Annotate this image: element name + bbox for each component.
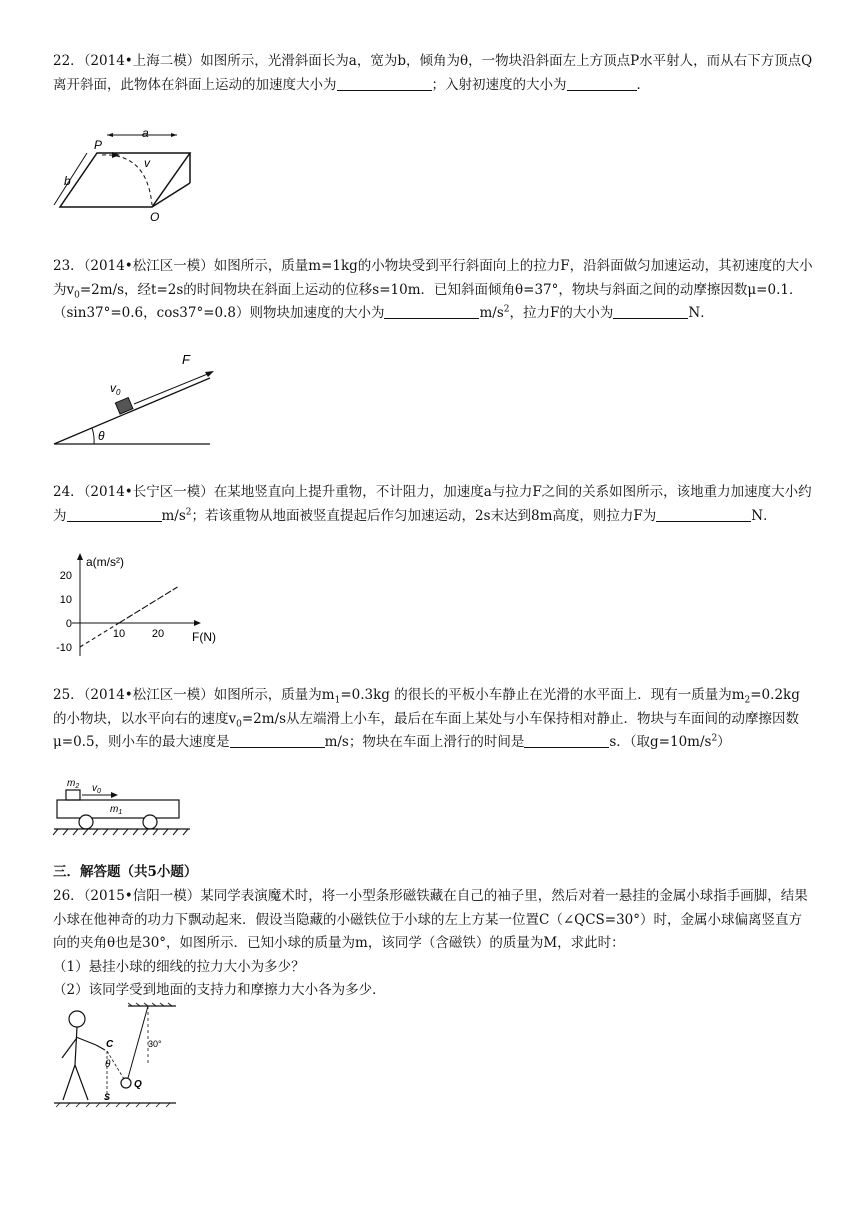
question-number: 23．	[53, 258, 84, 274]
question-number: 26．	[53, 888, 84, 904]
figure-a-f-chart	[52, 553, 222, 663]
answer-blank[interactable]	[567, 76, 637, 91]
label-c: C	[106, 1039, 114, 1050]
y-tick-label: 0	[65, 618, 72, 630]
y-axis-label: a(m/s²)	[86, 555, 124, 569]
figure-incline-block	[52, 352, 222, 452]
question-source: （2014•长宁区一模）	[83, 484, 214, 500]
figure-magic-trick	[52, 1003, 187, 1108]
label-v: v	[144, 156, 150, 170]
question-source: （2014•松江区一模）	[83, 258, 214, 274]
answer-blank[interactable]	[613, 304, 688, 319]
label-theta: θ	[98, 429, 105, 443]
question-24: 24．（2014•长宁区一模）在某地竖直向上提升重物，不计阻力，加速度a与拉力F之间的关系如图所示，该地重力加速度大小约为 $m/s^2$；若该重物从地面被竖直提起后作匀加速运动，2s末达到8m高度，则拉力F为 N．	[53, 484, 812, 524]
question-number: 22．	[53, 53, 84, 69]
y-tick-label: -10	[56, 642, 72, 654]
answer-blank[interactable]	[337, 76, 432, 91]
label-s: S	[104, 1092, 111, 1102]
question-25: 25．（2014•松江区一模）如图所示，质量为$m_1=0.3kg$ 的很长的平板小车静止在光滑的水平面上．现有一质量为$m_2=0.2kg$的小物块，以水平向右的速度$v_0=2m/s$从左端滑上小车，最后在车面上某处与小车保持相对静止．物块与车面间的动摩擦因数μ=0.5，则小车的最大速度是 m/s；物块在车面上滑行的时间是 s．（取$g=10m/s^2$）	[53, 687, 800, 750]
label-m1: $m_1$	[110, 804, 123, 816]
y-tick-label: 20	[59, 570, 72, 582]
series-line	[119, 587, 178, 623]
answer-blank[interactable]	[524, 733, 609, 748]
label-v0: $v_0$	[110, 381, 121, 397]
section-title: 三．解答题（共5小题）	[53, 864, 198, 880]
y-tick-label: 10	[59, 594, 72, 606]
person-figure	[62, 1011, 105, 1100]
x-axis-label: F(N)	[192, 630, 216, 644]
figure-cart	[52, 776, 197, 836]
question-number: 25．	[53, 687, 84, 703]
label-f: F	[182, 352, 190, 367]
question-part-1: （1）悬挂小球的细线的拉力大小为多少？	[53, 958, 305, 975]
answer-blank[interactable]	[67, 507, 162, 522]
label-o: O	[150, 210, 160, 224]
label-angle: 30°	[148, 1039, 162, 1049]
answer-blank[interactable]	[230, 733, 325, 748]
question-text: 如图所示，光滑斜面长为a，宽为b，倾角为θ，一物块沿斜面左上方顶点P水平射人，而从右下方顶点Q离开斜面，此物体在斜面上运动的加速度大小为	[53, 53, 813, 93]
question-source: （2014•上海二模）	[83, 53, 201, 69]
label-q: Q	[134, 1079, 142, 1090]
label-m2: $m_2$	[67, 778, 80, 790]
label-b: b	[64, 174, 71, 188]
x-tick-label: 10	[112, 628, 126, 640]
answer-blank[interactable]	[656, 507, 751, 522]
question-part-2: （2）该同学受到地面的支持力和摩擦力大小各为多少．	[53, 982, 386, 998]
label-a: a	[142, 126, 149, 140]
label-theta: θ	[105, 1059, 111, 1070]
answer-blank[interactable]	[384, 304, 479, 319]
x-tick-label: 20	[151, 628, 165, 640]
question-22: 22．（2014•上海二模）如图所示，光滑斜面长为a，宽为b，倾角为θ，一物块沿斜面左上方顶点P水平射人，而从右下方顶点Q离开斜面，此物体在斜面上运动的加速度大小为 ；入射初速度的大小为 ．	[53, 53, 813, 93]
question-23: 23．（2014•松江区一模）如图所示，质量m=1kg的小物块受到平行斜面向上的拉力F，沿斜面做匀加速运动，其初速度的大小为$v_0=2m/s$，经t=2s的时间物块在斜面上运动的位移s=10m．已知斜面倾角θ=37°，物块与斜面之间的动摩擦因数μ=0.1．（sin37°=0.6，cos37°=0.8）则物块加速度的大小为 $m/s^2$，拉力F的大小为 N．	[53, 258, 813, 321]
question-source: （2014•松江区一模）	[83, 687, 214, 703]
label-p: P	[94, 138, 103, 152]
question-source: （2015•信阳一模）	[83, 888, 201, 904]
question-number: 24．	[53, 484, 84, 500]
figure-incline-plane	[52, 125, 202, 225]
question-26: 26．（2015•信阳一模）某同学表演魔术时，将一小型条形磁铁藏在自己的袖子里，然后对着一悬挂的金属小球指手画脚，结果小球在他神奇的功力下飘动起来．假设当隐藏的小磁铁位于小球的左上方某一位置C（∠QCS=30°）时，金属小球偏离竖直方向的夹角θ也是30°，如图所示．已知小球的质量为m，该同学（含磁铁）的质量为M，求此时： （1）悬挂小球的细线的拉力大小为多少？ （2）该同学受到地面的支持力和摩擦力大小各为多少．	[53, 888, 808, 998]
label-v0: $v_0$	[92, 783, 101, 795]
